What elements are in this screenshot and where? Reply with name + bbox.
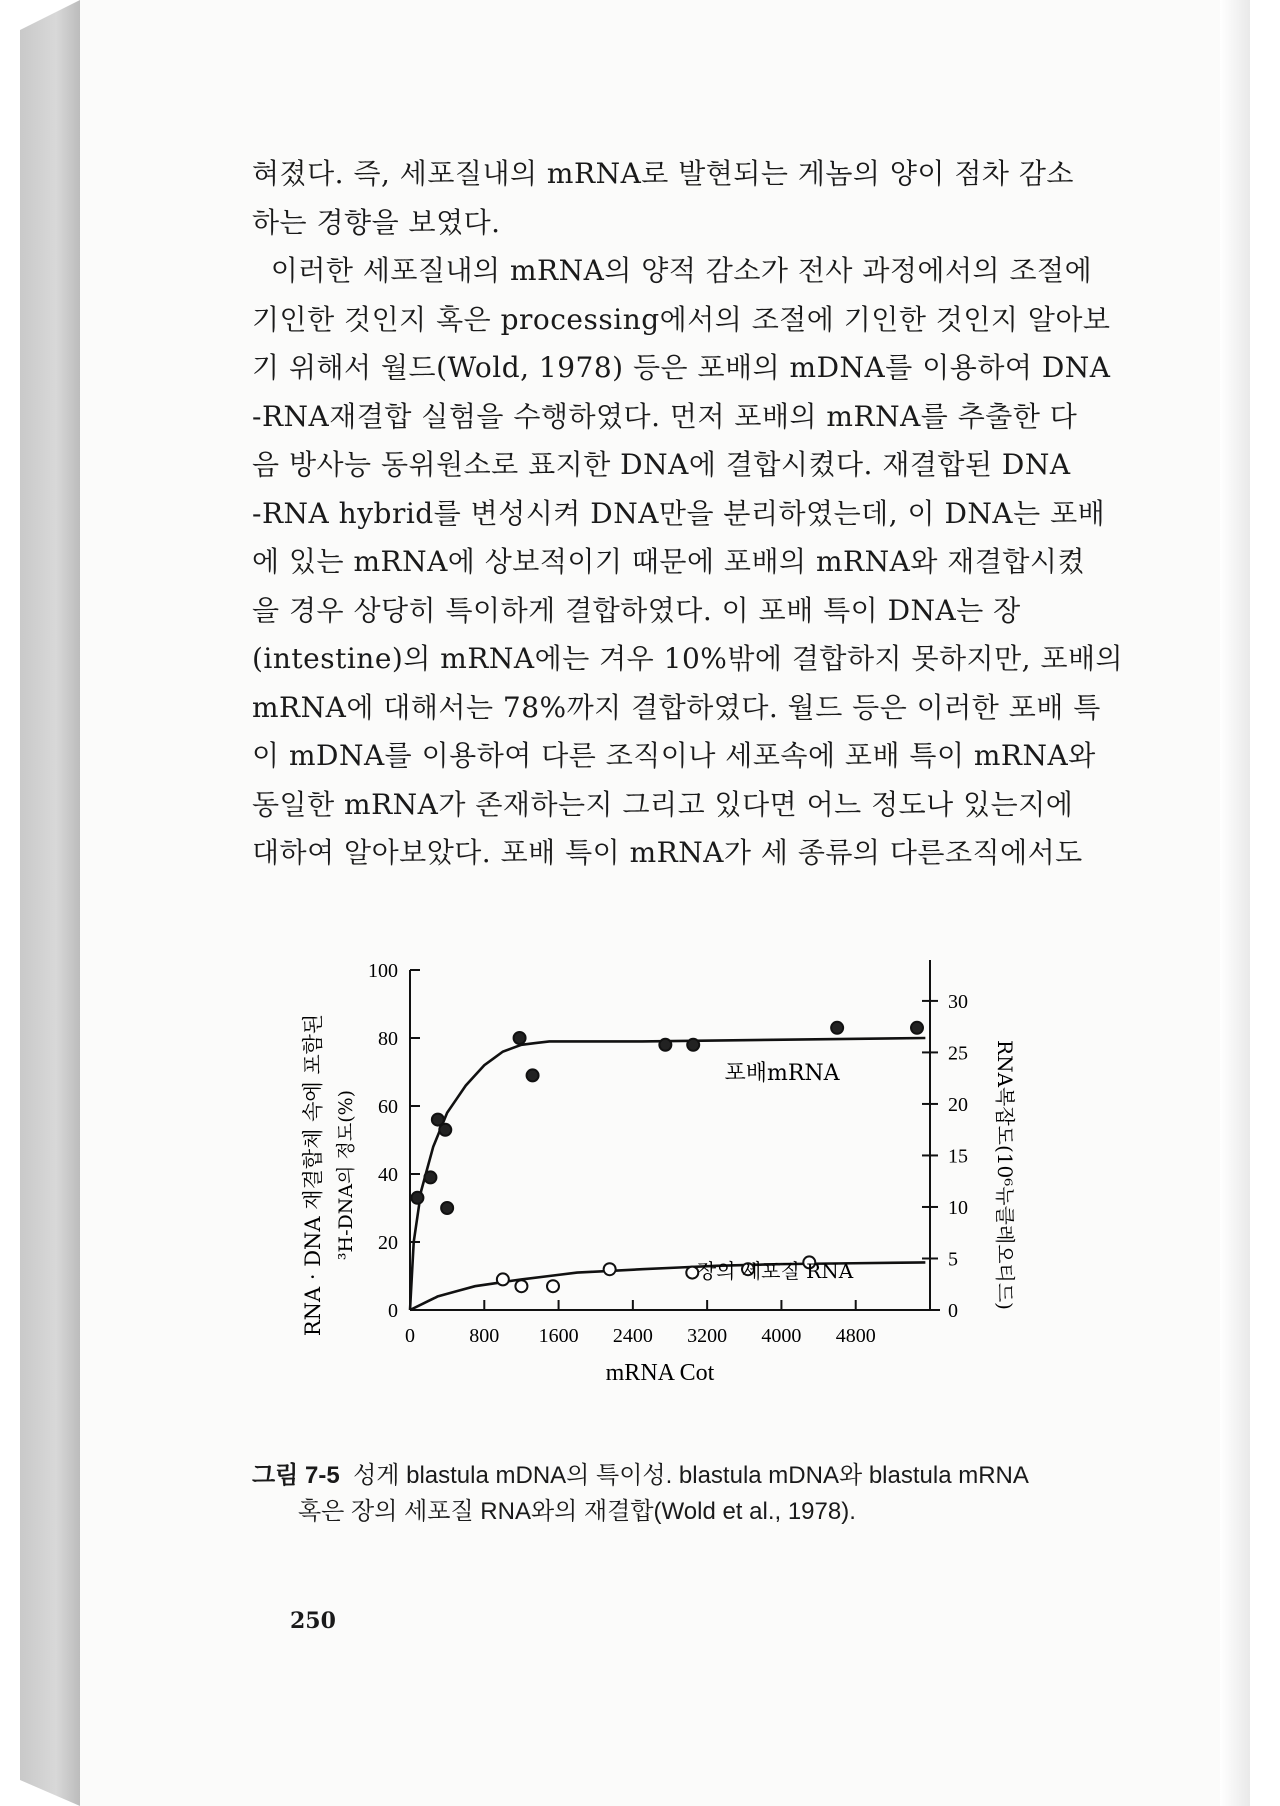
y-axis-label-left-2: ³H-DNA의 정도(%) [335,1089,357,1261]
body-line: 동일한 mRNA가 존재하는지 그리고 있다면 어느 정도나 있는지에 [252,787,1074,821]
y-right-tick-label: 0 [948,1300,958,1322]
data-point-filled [831,1022,843,1034]
body-line: 기 위해서 월드(Wold, 1978) 등은 포배의 mDNA를 이용하여 DNA [252,351,1111,384]
x-tick-label: 800 [469,1325,500,1347]
y-tick-label: 40 [378,1164,398,1186]
body-line: 기인한 것인지 혹은 processing에서의 조절에 기인한 것인지 알아보 [252,302,1111,336]
data-point-filled [659,1039,671,1051]
y-right-tick-label: 20 [948,1093,968,1116]
chart-axes [368,960,968,1347]
data-point-filled [687,1039,699,1051]
y-tick-label: 20 [378,1232,398,1254]
body-line: 혀졌다. 즉, 세포질내의 mRNA로 발현되는 게놈의 양이 점차 감소 [252,157,1074,190]
data-point-filled [411,1192,423,1204]
series-label-intestine: 장의 세포질 RNA [696,1259,854,1283]
caption-line-1: 성게 blastula mDNA의 특이성. blastula mDNA와 blastula mRNA [353,1462,1029,1489]
x-tick-label: 1600 [538,1325,579,1347]
body-line: -RNA재결합 실험을 수행하였다. 먼저 포배의 mRNA를 추출한 다 [252,399,1078,433]
data-point-filled [514,1032,526,1044]
y-tick-label: 60 [378,1096,398,1118]
body-line: 을 경우 상당히 특이하게 결합하였다. 이 포배 특이 DNA는 장 [252,593,1021,627]
x-tick-label: 4800 [835,1325,876,1347]
x-axis-label: mRNA Cot [605,1360,715,1386]
y-right-tick-label: 30 [948,990,968,1013]
y-tick-label: 100 [368,960,398,982]
data-point-open [604,1263,616,1275]
body-line: -RNA hybrid를 변성시켜 DNA만을 분리하였는데, 이 DNA는 포배 [252,496,1106,530]
y-right-tick-label: 15 [948,1145,968,1168]
body-line: 에 있는 mRNA에 상보적이기 때문에 포배의 mRNA와 재결합시켰 [252,545,1086,578]
page-number: 250 [290,1608,336,1634]
x-tick-label: 3200 [687,1325,728,1347]
y-right-tick-label: 5 [948,1248,958,1271]
data-point-filled [424,1171,436,1183]
y-axis-label-right: RNA복잡도(10⁶뉴클레오티드) [993,1040,1017,1310]
body-line: mRNA에 대해서는 78%까지 결합하였다. 월드 등은 이러한 포배 특 [252,690,1101,724]
body-line: 대하여 알아보았다. 포배 특이 mRNA가 세 종류의 다른조직에서도 [252,836,1083,869]
figure-caption [252,1458,1112,1530]
y-right-tick-label: 10 [948,1196,968,1219]
data-point-open [497,1273,509,1285]
y-right-tick-label: 25 [948,1042,968,1065]
x-tick-label: 4000 [761,1325,802,1347]
book-spine [20,0,80,1806]
body-line: 이러한 세포질내의 mRNA의 양적 감소가 전사 과정에서의 조절에 [252,254,1093,287]
body-text [252,150,1124,878]
y-axis-label-left-1: RNA · DNA 재결합체 속에 포함된 [301,1013,325,1337]
body-line: 음 방사능 동위원소로 표지한 DNA에 결합시켰다. 재결합된 DNA [252,448,1071,481]
body-line: (intestine)의 mRNA에는 겨우 10%밖에 결합하지 못하지만, 포배의 [252,642,1124,675]
data-point-filled [911,1022,923,1034]
y-tick-label: 80 [378,1028,398,1050]
body-line: 이 mDNA를 이용하여 다른 조직이나 세포속에 포배 특이 mRNA와 [252,739,1096,772]
x-tick-label: 0 [405,1325,415,1347]
caption-label: 그림 7-5 [252,1462,340,1489]
caption-line-2: 혹은 장의 세포질 RNA와의 재결합(Wold et al., 1978). [298,1498,856,1525]
data-point-open [515,1280,527,1292]
data-point-open [547,1280,559,1292]
y-tick-label: 0 [388,1300,398,1322]
series-label-blastula: 포배mRNA [724,1061,840,1086]
body-line: 하는 경향을 보였다. [252,205,501,239]
hybridization-chart [290,950,1030,1390]
data-point-filled [441,1202,453,1214]
data-point-filled [527,1069,539,1081]
data-point-filled [439,1124,451,1136]
x-tick-label: 2400 [612,1325,653,1347]
